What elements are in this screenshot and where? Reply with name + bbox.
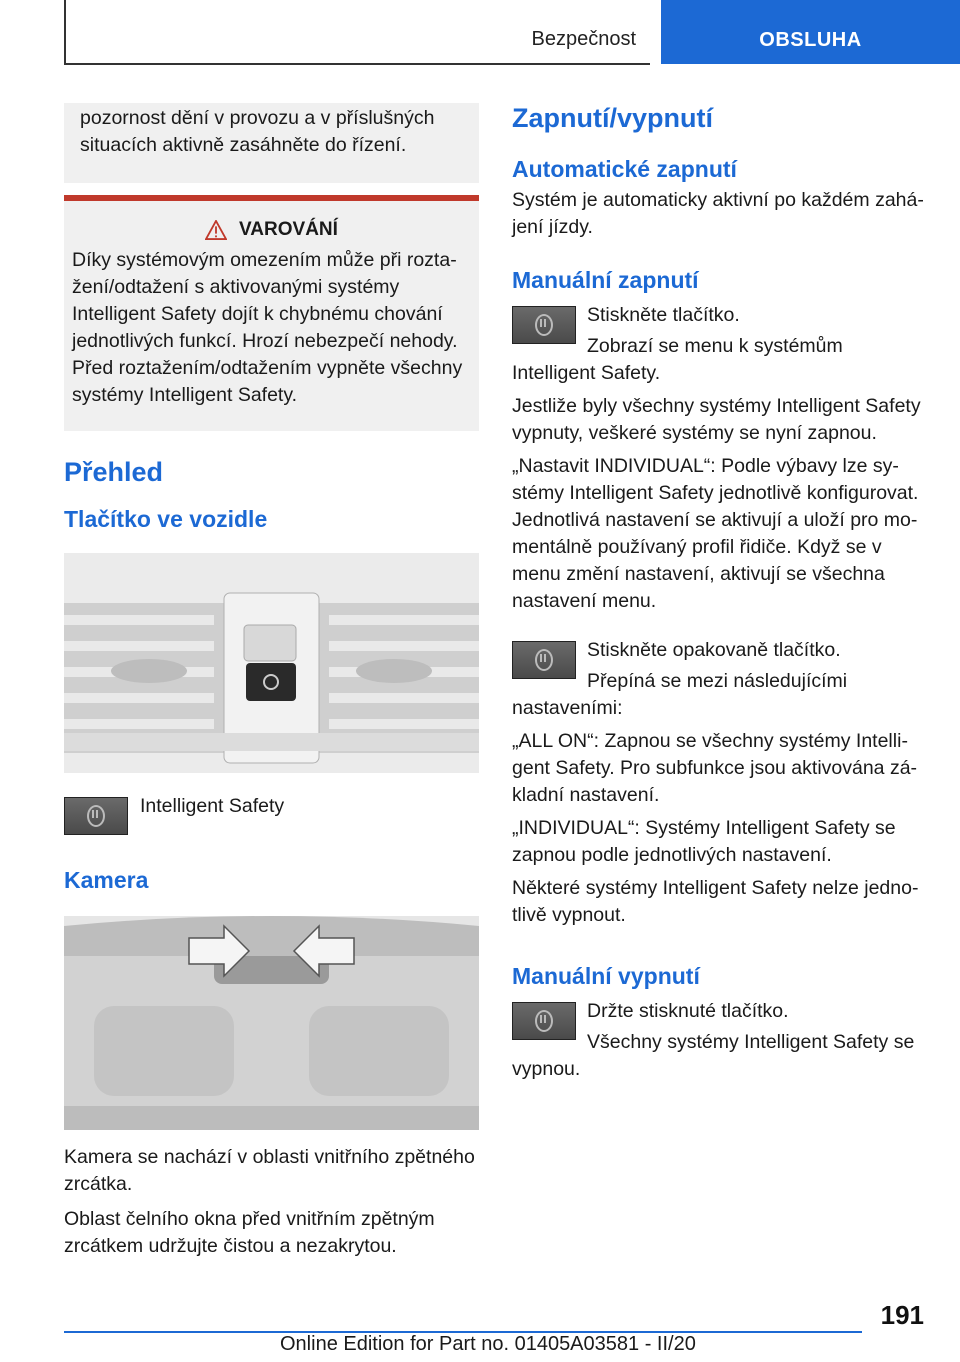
warning-title: VAROVÁNÍ bbox=[239, 219, 338, 240]
intelligent-safety-button-icon bbox=[512, 641, 576, 679]
all-on-text: „ALL ON“: Zapnou se všechny systémy Intelligent Safety. Pro subfunkce jsou aktivována základní nastavení. bbox=[512, 730, 918, 806]
automatic-text: Systém je automaticky aktivní po každém zahájení jízdy. bbox=[512, 189, 924, 238]
warning-triangle-icon bbox=[205, 220, 227, 240]
section-heading-overview: Přehled bbox=[64, 457, 164, 487]
section-heading-on-off: Zapnutí/vypnutí bbox=[512, 103, 713, 133]
intro-text: pozornost dění v provozu a v příslušných situacích aktivně zasáhněte do řízení. bbox=[80, 107, 435, 156]
page-number: 191 bbox=[880, 1300, 924, 1330]
button-caption-row bbox=[64, 797, 479, 835]
toggle-text: Přepíná se mezi následujícími nastaveními: bbox=[512, 670, 848, 719]
subheading-automatic: Automatické zapnutí bbox=[512, 156, 737, 182]
intelligent-safety-button-icon bbox=[512, 1002, 576, 1040]
manual-on-block bbox=[512, 302, 926, 387]
subheading-manual-on: Manuální zapnutí bbox=[512, 267, 699, 293]
header-rule-vertical bbox=[64, 0, 66, 64]
intelligent-safety-button-icon bbox=[64, 797, 128, 835]
header-rule-horizontal bbox=[64, 63, 650, 65]
all-off-text: Jestliže byly všechny systémy Intelligent Safety vypnuty, veškeré systémy se nyní zapnou. bbox=[512, 395, 921, 444]
menu-text: Zobrazí se menu k systémům Intelligent Safety. bbox=[512, 335, 843, 384]
button-caption: Intelligent Safety bbox=[140, 795, 285, 817]
interior-mirror-illustration bbox=[64, 916, 479, 1130]
subheading-camera: Kamera bbox=[64, 867, 149, 893]
footer-edition: Online Edition for Part no. 01405A03581 - II/20 bbox=[280, 1333, 696, 1355]
subheading-manual-off: Manuální vypnutí bbox=[512, 963, 700, 989]
left-column bbox=[64, 103, 479, 1260]
header-section-title: Bezpečnost bbox=[531, 28, 636, 50]
intelligent-safety-button-icon bbox=[512, 306, 576, 344]
manual-off-block bbox=[512, 998, 926, 1083]
hold-text: Držte stisknuté tlačítko. bbox=[587, 1000, 789, 1022]
button-photo bbox=[64, 553, 479, 773]
warning-header bbox=[72, 219, 471, 241]
press-text: Stiskněte tlačítko. bbox=[587, 304, 740, 326]
camera-clean-text: Oblast čelního okna před vnitřním zpětným zrcátkem udržujte čistou a nezakrytou. bbox=[64, 1208, 435, 1257]
dashboard-vent-illustration bbox=[64, 553, 479, 773]
individual2-text: „INDIVIDUAL“: Systémy Intelligent Safety se zapnou podle jednotlivých nastavení. bbox=[512, 817, 896, 866]
off-text: Všechny systémy Intelligent Safety se vypnou. bbox=[512, 1031, 915, 1080]
individual-text: „Nastavit INDIVIDUAL“: Podle výbavy lze systémy Intelligent Safety jednotlivě konfigurovat. Jednotlivá nastavení se aktivují a uloží pro momentálně používaný profil řidiče. Když se v menu změní nastavení, aktivují se všechna nastavení menu. bbox=[512, 455, 919, 612]
camera-photo bbox=[64, 916, 479, 1130]
right-column bbox=[512, 103, 926, 1083]
subheading-button: Tlačítko ve vozidle bbox=[64, 506, 268, 532]
press-repeat-text: Stiskněte opakovaně tlačítko. bbox=[587, 639, 841, 661]
header-chapter-tab: OBSLUHA bbox=[661, 0, 960, 64]
warning-box bbox=[64, 195, 479, 431]
some-systems-text: Některé systémy Intelligent Safety nelze jednotlivě vypnout. bbox=[512, 877, 919, 926]
info-box bbox=[64, 103, 479, 183]
warning-text: Díky systémovým omezením může při roztažení/odtažení s aktivovanými systémy Intelligent Safety dojít k chybnému chování jednotlivých funkcí. Hrozí nebezpečí nehody. Před roztažením/odtažením vypněte všechny systémy Intelligent Safety. bbox=[72, 249, 463, 406]
camera-location-text: Kamera se nachází v oblasti vnitřního zpětného zrcátka. bbox=[64, 1146, 475, 1195]
repeat-press-block bbox=[512, 637, 926, 722]
